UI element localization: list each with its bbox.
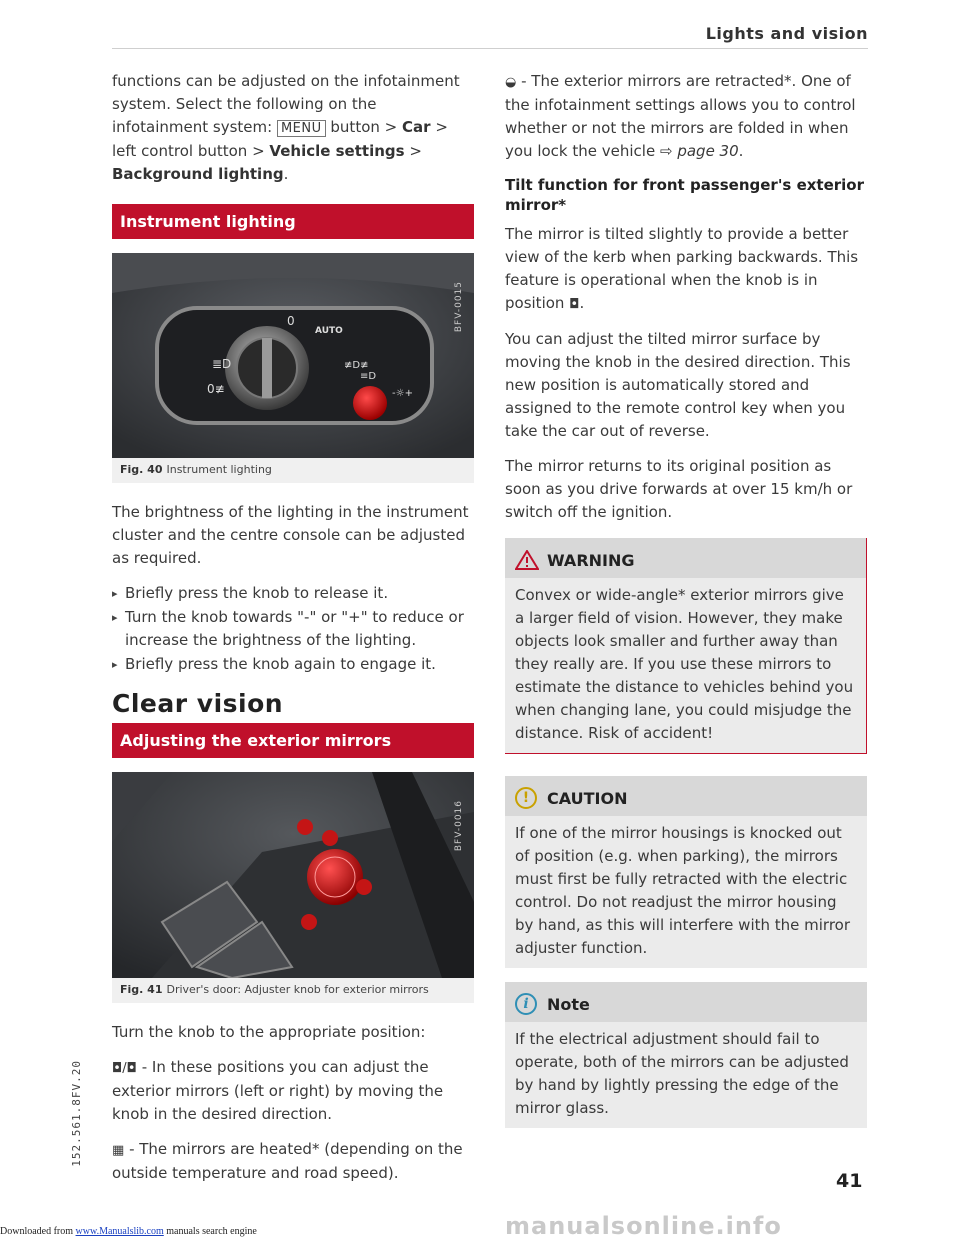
instrument-lighting-heading: Instrument lighting <box>112 204 474 239</box>
mirror-knob-illustration <box>112 772 474 978</box>
info-icon: i <box>515 993 537 1015</box>
brightness-paragraph: The brightness of the lighting in the instrument cluster and the centre console can be adjusted as required. <box>112 503 469 567</box>
mirror-left-right-icon: ◘/◘ <box>112 1061 137 1076</box>
figure-41-caption: Fig. 41 Driver's door: Adjuster knob for exterior mirrors <box>120 983 429 996</box>
page-number: 41 <box>836 1170 863 1192</box>
warning-title: WARNING <box>547 550 635 570</box>
right-column <box>505 70 867 1128</box>
svg-text:-☼+: -☼+ <box>392 388 413 399</box>
watermark: manualsonline.info <box>505 1212 782 1240</box>
mirror-knob-photo <box>112 772 474 978</box>
menu-key: MENU <box>277 120 326 137</box>
figure-40-caption: Fig. 40 Instrument lighting <box>120 463 272 476</box>
intro-paragraph: functions can be adjusted on the infotainment system. Select the following on the infotainment system: MENU button > Car > left control button > Vehicle settings > Background lighting. <box>112 72 460 183</box>
list-item: ▸ Briefly press the knob again to engage it. <box>112 653 474 676</box>
mirror-fold-icon: ◒ <box>505 75 517 90</box>
warning-header <box>505 538 867 578</box>
caution-text: If one of the mirror housings is knocked out of position (e.g. when parking), the mirrors must first be fully retracted with the electric control. Do not readjust the mirror housing by hand, as this will interfere with the mirror adjuster function. <box>505 816 867 968</box>
figure-41-code: BFV-0016 <box>454 800 464 852</box>
caution-box <box>505 776 867 968</box>
manualslib-link[interactable]: www.Manualslib.com <box>75 1226 164 1237</box>
download-footer: Downloaded from www.Manualslib.com manuals search engine <box>0 1226 257 1237</box>
warning-triangle-icon <box>515 550 539 570</box>
warning-box <box>505 538 867 754</box>
svg-text:0≢: 0≢ <box>207 382 225 396</box>
note-title: Note <box>547 994 590 1014</box>
caution-header <box>505 776 867 816</box>
light-switch-photo <box>112 253 474 458</box>
figure-41 <box>112 772 474 1003</box>
section-header: Lights and vision <box>705 24 868 43</box>
light-switch-illustration <box>112 253 474 458</box>
page-30-link[interactable]: page 30 <box>677 142 739 160</box>
left-right-paragraph: ◘/◘ - In these positions you can adjust the exterior mirrors (left or right) by moving the knob in the desired direction. <box>112 1058 444 1123</box>
turn-knob-paragraph: Turn the knob to the appropriate position: <box>112 1023 426 1041</box>
svg-text:0: 0 <box>287 314 295 328</box>
heated-paragraph: ▦ - The mirrors are heated* (depending on the outside temperature and road speed). <box>112 1140 463 1182</box>
figure-40-code: BFV-0015 <box>454 281 464 333</box>
passenger-mirror-icon: ◘ <box>569 297 580 312</box>
svg-text:≢D≢: ≢D≢ <box>344 360 369 371</box>
document-code: 152.561.8FV.20 <box>70 1060 83 1167</box>
note-header <box>505 982 867 1022</box>
brightness-steps <box>112 582 474 676</box>
retract-paragraph: ◒ - The exterior mirrors are retracted*. One of the infotainment settings allows you to control whether or not the mirrors are folded in when you lock the vehicle ⇨ page 30. <box>505 72 856 160</box>
svg-text:≡D: ≡D <box>360 371 377 382</box>
mirror-heating-icon: ▦ <box>112 1143 125 1158</box>
note-text: If the electrical adjustment should fail to operate, both of the mirrors can be adjusted by hand by lightly pressing the edge of the mirror glass. <box>505 1022 867 1128</box>
note-box <box>505 982 867 1128</box>
svg-text:AUTO: AUTO <box>315 326 343 336</box>
left-column <box>112 70 474 1197</box>
list-item: ▸ Turn the knob towards "-" or "+" to reduce or increase the brightness of the lighting. <box>112 606 474 652</box>
header-rule <box>112 48 868 49</box>
svg-text:≣D: ≣D <box>212 357 232 371</box>
caution-icon: ! <box>515 787 537 809</box>
caution-title: CAUTION <box>547 788 628 808</box>
figure-40 <box>112 253 474 483</box>
adjust-tilt-paragraph: You can adjust the tilted mirror surface by moving the knob in the desired direction. This new position is automatically stored and assigned to the remote control key when you take the car out of reverse. <box>505 330 851 440</box>
tilt-function-heading: Tilt function for front passenger's exterior mirror* <box>505 176 865 214</box>
mirror-returns-paragraph: The mirror returns to its original position as soon as you drive forwards at over 15 km/h or switch off the ignition. <box>505 457 853 521</box>
clear-vision-heading: Clear vision <box>112 689 284 718</box>
list-item: ▸ Briefly press the knob to release it. <box>112 582 474 605</box>
warning-text: Convex or wide-angle* exterior mirrors give a larger field of vision. However, they make objects look smaller and further away than they really are. If you use these mirrors to estimate the distance to vehicles behind you when changing lane, you could misjudge the distance. Risk of accident! <box>505 578 867 754</box>
tilt-paragraph: The mirror is tilted slightly to provide a better view of the kerb when parking backwards. This feature is operational when the knob is in position ◘. <box>505 223 867 316</box>
exterior-mirrors-heading: Adjusting the exterior mirrors <box>112 723 474 758</box>
cross-reference-arrow-icon: ⇨ <box>659 142 673 160</box>
